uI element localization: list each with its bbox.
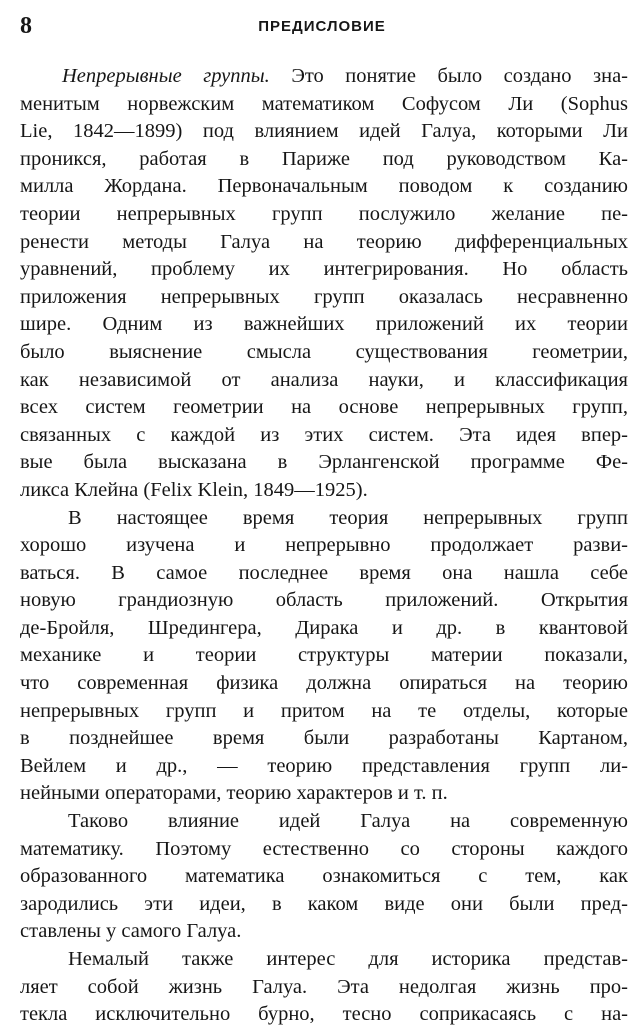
text-line: ваться. В самое последнее время она нашла себе [20, 561, 628, 584]
text-line: Таково влияние идей Галуа на современную [68, 810, 628, 833]
text-line: было выяснение смысла существования геометрии, [20, 340, 628, 363]
text-line: милла Жордана. Первоначальным поводом к созданию [20, 175, 628, 198]
text-line: нейными операторами, теорию характеров и т. п. [20, 782, 448, 805]
text-line: механике и теории структуры материи показали, [20, 644, 628, 667]
text-line: де-Бройля, Шредингера, Дирака и др. в квантовой [20, 616, 628, 639]
text-line: текла исключительно бурно, тесно соприкасаясь с на- [20, 1003, 628, 1026]
body-text [20, 63, 628, 1029]
text-line: Lie, 1842—1899) под влиянием идей Галуа, которыми Ли [20, 120, 628, 143]
text-line: шире. Одним из важнейших приложений их теории [20, 313, 628, 336]
text-line [20, 63, 628, 91]
text-line: Немалый также интерес для историка представ- [68, 948, 628, 970]
text-line: вые была высказана в Эрлангенской программе Фе- [20, 451, 628, 474]
text-line: образованного математика ознакомиться с тем, как [20, 865, 628, 888]
text-line: связанных с каждой из этих систем. Эта идея впер- [20, 423, 628, 446]
text-line-rest: Это понятие было создано зна- [269, 65, 628, 87]
text-line: всех систем геометрии на основе непрерывных групп, [20, 396, 628, 419]
text-line: новую грандиозную область приложений. Открытия [20, 589, 628, 612]
text-line: ликса Клейна (Felix Klein, 1849—1925). [20, 478, 368, 501]
text-line: что современная физика должна опираться на теорию [20, 672, 628, 695]
text-line: приложения непрерывных групп оказалась несравненно [20, 285, 628, 308]
page-number: 8 [20, 13, 32, 39]
text-line: Вейлем и др., — теорию представления групп ли- [20, 754, 628, 777]
text-line: ляет собой жизнь Галуа. Эта недолгая жизнь про- [20, 975, 628, 998]
text-line: В настоящее время теория непрерывных групп [68, 506, 628, 529]
text-line: уравнений, проблему их интегрирования. Но область [20, 258, 628, 281]
text-line: в позднейшее время были разработаны Картаном, [20, 727, 628, 750]
text-line: как независимой от анализа науки, и классификация [20, 368, 628, 391]
section-lead-italic: Непрерывные группы. [62, 65, 270, 87]
text-line: ставлены у самого Галуа. [20, 920, 242, 943]
text-line: менитым норвежским математиком Софусом Ли (Sophus [20, 92, 628, 115]
text-line: непрерывных групп и притом на те отделы, которые [20, 699, 628, 722]
text-line: проникся, работая в Париже под руководством Ка- [20, 147, 628, 170]
text-line: математику. Поэтому естественно со стороны каждого [20, 837, 628, 860]
text-line: ренести методы Галуа на теорию дифференциальных [20, 230, 628, 253]
text-line: зародились эти идеи, в каком виде они были пред- [20, 892, 628, 915]
running-title: ПРЕДИСЛОВИЕ [258, 18, 386, 35]
text-line: теории непрерывных групп послужило желание пе- [20, 202, 628, 225]
text-line: хорошо изучена и непрерывно продолжает разви- [20, 534, 628, 557]
